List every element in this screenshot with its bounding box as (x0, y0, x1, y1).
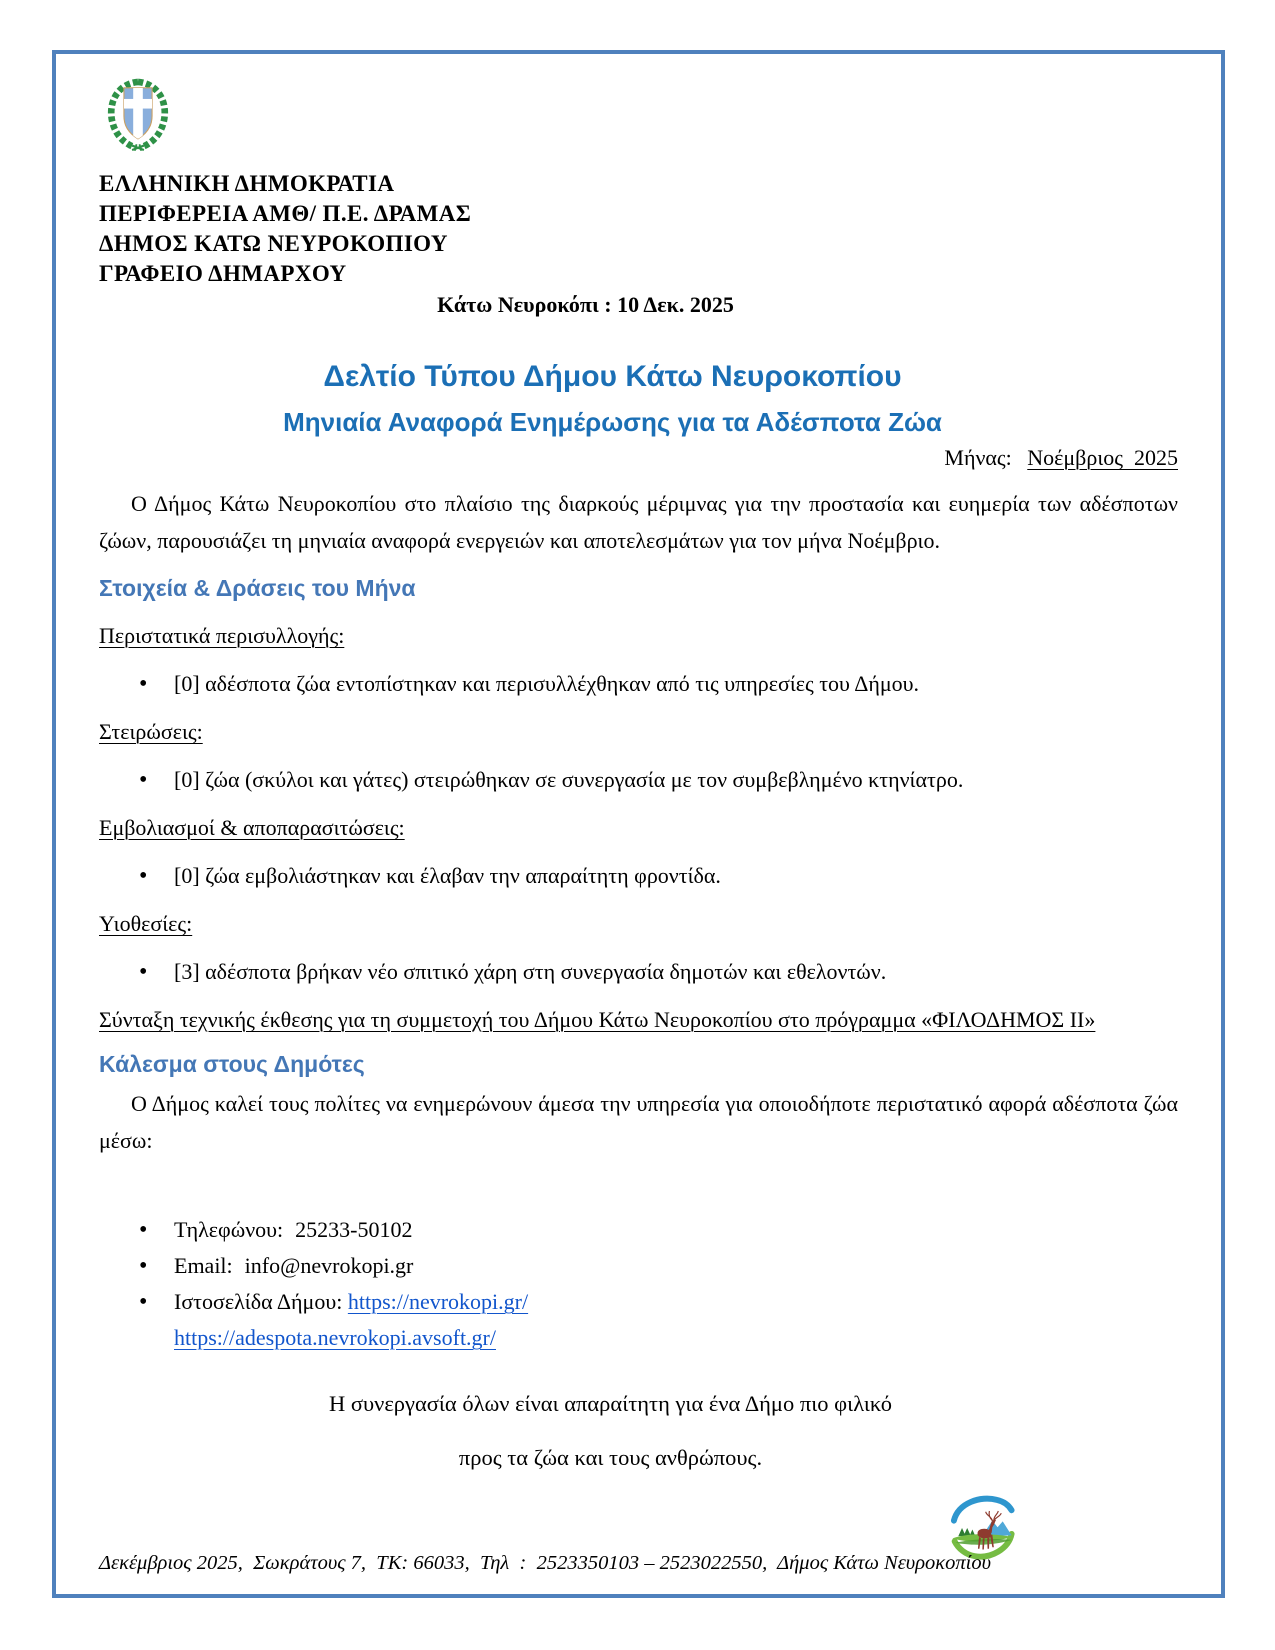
page-border (52, 50, 1225, 1598)
stat-bullet-sterilizations (139, 765, 1178, 795)
stat-bullet-collection (139, 669, 1178, 699)
closing-line-1: Η συνεργασία όλων είναι απαραίτητη για ένα Δήμο πιο φιλικό (329, 1391, 892, 1416)
bullet-icon (139, 1215, 174, 1245)
greek-emblem-logo (101, 74, 1178, 157)
date-line: Κάτω Νευροκόπι : 10 Δεκ. 2025 (437, 292, 734, 317)
contact-website-row-2 (174, 1323, 1178, 1353)
contact-website (174, 1287, 1178, 1317)
bullet-icon (139, 861, 174, 891)
stat-text-collection: [0] αδέσποτα ζώα εντοπίστηκαν και περισυλλέχθηκαν από τις υπηρεσίες του Δήμου. (174, 671, 920, 696)
contact-phone-label: Τηλεφώνου: (174, 1217, 284, 1242)
stat-text-sterilizations: [0] ζώα (σκύλοι και γάτες) στειρώθηκαν σε συνεργασία με τον συμβεβλημένο κτηνίατρο. (174, 767, 964, 792)
closing-line-2: προς τα ζώα και τους ανθρώπους. (458, 1445, 763, 1470)
call-paragraph: Ο Δήμος καλεί τους πολίτες να ενημερώνουν άμεσα την υπηρεσία για οποιοδήποτε περιστατικό αφορά αδέσποτα ζώα μέσω: (99, 1091, 1178, 1153)
stat-bullet-adoptions (139, 957, 1178, 987)
month-label: Μήνας: (944, 445, 1012, 470)
website-link-adespota[interactable]: https://adespota.nevrokopi.avsoft.gr/ (174, 1325, 496, 1350)
closing-statement (99, 1389, 1178, 1473)
page-title: Δελτίο Τύπου Δήμου Κάτω Νευροκοπίου (323, 360, 902, 393)
contact-phone-row (139, 1215, 1178, 1245)
stat-label-vaccinations: Εμβολιασμοί & αποπαρασιτώσεις: (99, 815, 405, 840)
stat-label-collection: Περιστατικά περισυλλογής: (99, 623, 345, 648)
letterhead (99, 169, 1178, 289)
section-heading-call: Κάλεσμα στους Δημότες (99, 1051, 365, 1077)
month-value: Νοέμβριος 2025 (1027, 445, 1178, 470)
contact-website-label: Ιστοσελίδα Δήμου: (174, 1289, 343, 1314)
bullet-icon (139, 957, 174, 987)
contact-website-row (139, 1287, 1178, 1317)
contact-email-value: info@nevrokopi.gr (244, 1253, 414, 1278)
contact-email-row (139, 1251, 1178, 1281)
org-line-region: ΠΕΡΙΦΕΡΕΙΑ ΑΜΘ/ Π.Ε. ΔΡΑΜΑΣ (99, 201, 472, 226)
stat-label-sterilizations: Στειρώσεις: (99, 719, 203, 744)
org-line-republic: ΕΛΛΗΝΙΚΗ ΔΗΜΟΚΡΑΤΙΑ (99, 171, 395, 196)
greek-emblem-icon (101, 74, 175, 152)
bullet-icon (139, 1287, 174, 1317)
stat-text-vaccinations: [0] ζώα εμβολιάστηκαν και έλαβαν την απαραίτητη φροντίδα. (174, 863, 721, 888)
month-line (99, 443, 1178, 473)
contact-email (174, 1251, 1178, 1281)
intro-paragraph: Ο Δήμος Κάτω Νευροκοπίου στο πλαίσιο της διαρκούς μέριμνας για την προστασία και ευημερία των αδέσποτων ζώων, παρουσιάζει τη μηνιαία αναφορά ενεργειών και αποτελεσμάτων για τον μήνα Νοέμβριο. (99, 491, 1178, 553)
bullet-icon (139, 765, 174, 795)
section-heading-stats: Στοιχεία & Δράσεις του Μήνα (99, 575, 416, 601)
page-subtitle: Μηνιαία Αναφορά Ενημέρωσης για τα Αδέσποτα Ζώα (283, 407, 942, 437)
org-line-municipality: ΔΗΜΟΣ ΚΑΤΩ ΝΕΥΡΟΚΟΠΙΟΥ (99, 231, 448, 256)
stat-text-adoptions: [3] αδέσποτα βρήκαν νέο σπιτικό χάρη στη συνεργασία δημοτών και εθελοντών. (174, 959, 887, 984)
website-link-primary[interactable]: https://nevrokopi.gr/ (347, 1289, 529, 1314)
stat-label-adoptions: Υιοθεσίες: (99, 911, 193, 936)
contact-phone (174, 1215, 1178, 1245)
contact-email-label: Email: (174, 1253, 233, 1278)
technical-report-note: Σύνταξη τεχνικής έκθεσης για τη συμμετοχή του Δήμου Κάτω Νευροκοπίου στο πρόγραμμα «ΦΙΛΟΔΗΜΟΣ ΙΙ» (99, 1007, 1096, 1032)
contact-phone-value: 25233-50102 (295, 1217, 413, 1242)
org-line-office: ΓΡΑΦΕΙΟ ΔΗΜΑΡΧΟΥ (99, 261, 347, 286)
bullet-icon (139, 669, 174, 699)
bullet-icon (139, 1251, 174, 1281)
stat-bullet-vaccinations (139, 861, 1178, 891)
footer-contact-line: Δεκέμβριος 2025, Σωκράτους 7, ΤΚ: 66033, Τηλ : 2523350103 – 2523022550, Δήμος Κάτω Νευροκοπίου (99, 1552, 992, 1574)
